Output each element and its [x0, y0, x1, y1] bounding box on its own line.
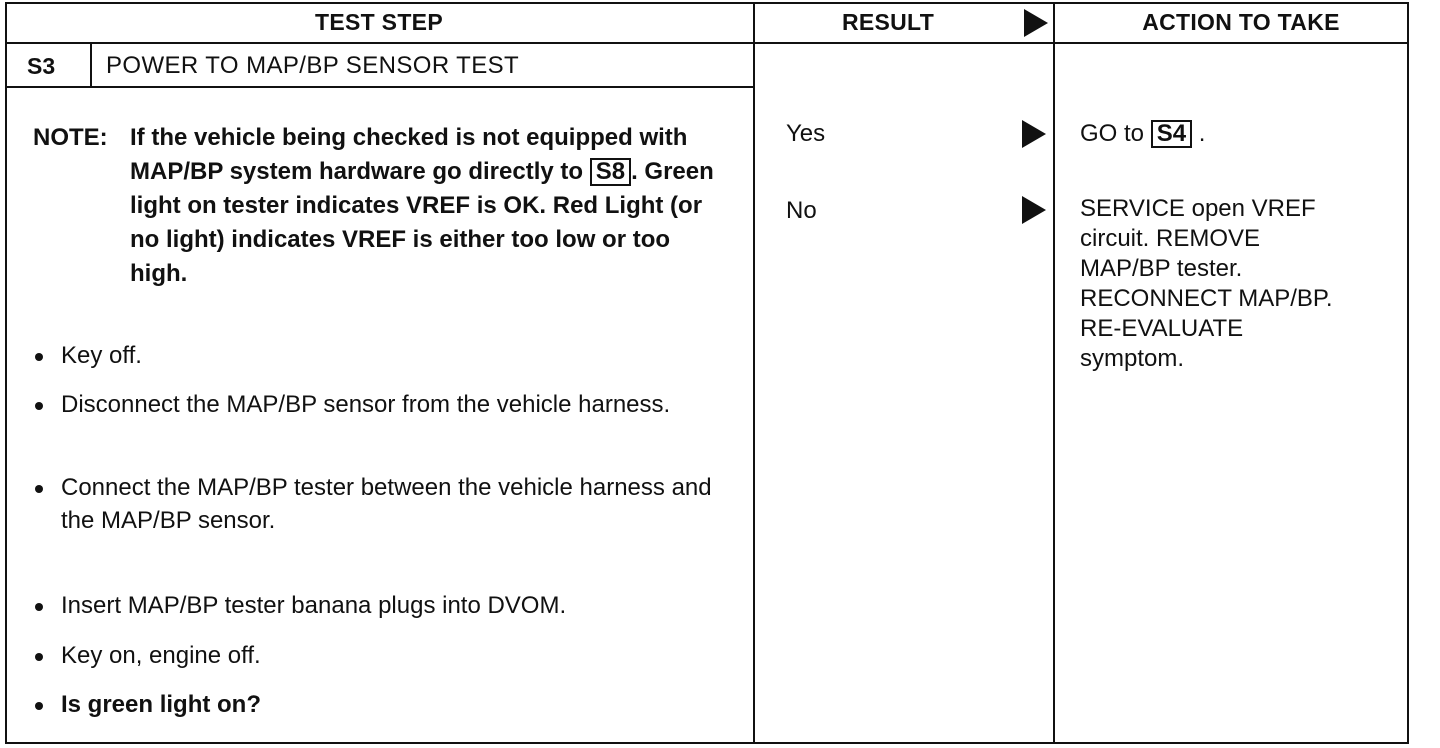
- column-divider-1: [753, 2, 755, 744]
- action-yes-prefix: GO to: [1080, 120, 1145, 147]
- bullet-text: Key on, engine off.: [61, 642, 261, 669]
- result-yes: Yes: [786, 120, 826, 147]
- result-no: No: [786, 197, 817, 224]
- step-title-divider: [5, 86, 755, 88]
- note-body: [130, 121, 733, 291]
- step-id-divider: [90, 42, 92, 86]
- list-item: [33, 688, 723, 721]
- note-text-before: If the vehicle being checked is not equipped with MAP/BP system hardware go directly to: [130, 124, 688, 185]
- result-no-arrow-icon: [1022, 196, 1046, 224]
- header-divider: [5, 42, 1409, 44]
- list-item: [33, 589, 723, 622]
- bullet-icon: [35, 653, 43, 661]
- result-yes-arrow-icon: [1022, 120, 1046, 148]
- action-yes: [1080, 117, 1205, 150]
- step-title: POWER TO MAP/BP SENSOR TEST: [106, 52, 520, 79]
- header-test-step: TEST STEP: [315, 8, 443, 35]
- action-yes-step-ref: S4: [1151, 120, 1192, 148]
- column-divider-2: [1053, 2, 1055, 744]
- action-no-line: SERVICE open VREF: [1080, 195, 1316, 222]
- note-label: NOTE:: [33, 124, 108, 151]
- bullet-icon: [35, 603, 43, 611]
- action-no-line: symptom.: [1080, 345, 1185, 372]
- bullet-icon: [35, 402, 43, 410]
- action-no-line: circuit. REMOVE: [1080, 225, 1261, 252]
- action-yes-suffix: .: [1198, 120, 1206, 147]
- header-result: RESULT: [841, 8, 935, 35]
- bullet-text: Insert MAP/BP tester banana plugs into DVOM.: [61, 592, 567, 619]
- bullet-text: Disconnect the MAP/BP sensor from the vehicle harness.: [61, 391, 671, 418]
- list-item: [33, 388, 723, 421]
- bullet-text: Key off.: [61, 342, 142, 369]
- list-item: [33, 339, 723, 372]
- action-no: [1080, 194, 1333, 374]
- header-action: ACTION TO TAKE: [1142, 8, 1340, 35]
- header-arrow-icon: [1024, 9, 1048, 37]
- list-item: [33, 639, 723, 672]
- bullet-icon: [35, 702, 43, 710]
- note-step-ref: S8: [590, 158, 631, 186]
- action-no-line: RECONNECT MAP/BP.: [1080, 285, 1333, 312]
- action-no-line: RE-EVALUATE: [1080, 315, 1244, 342]
- list-item: [33, 471, 723, 537]
- bullet-text: Is green light on?: [61, 691, 262, 718]
- action-no-line: MAP/BP tester.: [1080, 255, 1243, 282]
- bullet-text: Connect the MAP/BP tester between the vehicle harness and the MAP/BP sensor.: [61, 474, 712, 534]
- note-block: [33, 121, 733, 291]
- bullet-icon: [35, 353, 43, 361]
- note-text-after: . Green light on tester indicates VREF is OK. Red Light (or no light) indicates VREF is either too low or too high.: [130, 158, 714, 287]
- bullet-icon: [35, 485, 43, 493]
- step-id: S3: [27, 53, 56, 79]
